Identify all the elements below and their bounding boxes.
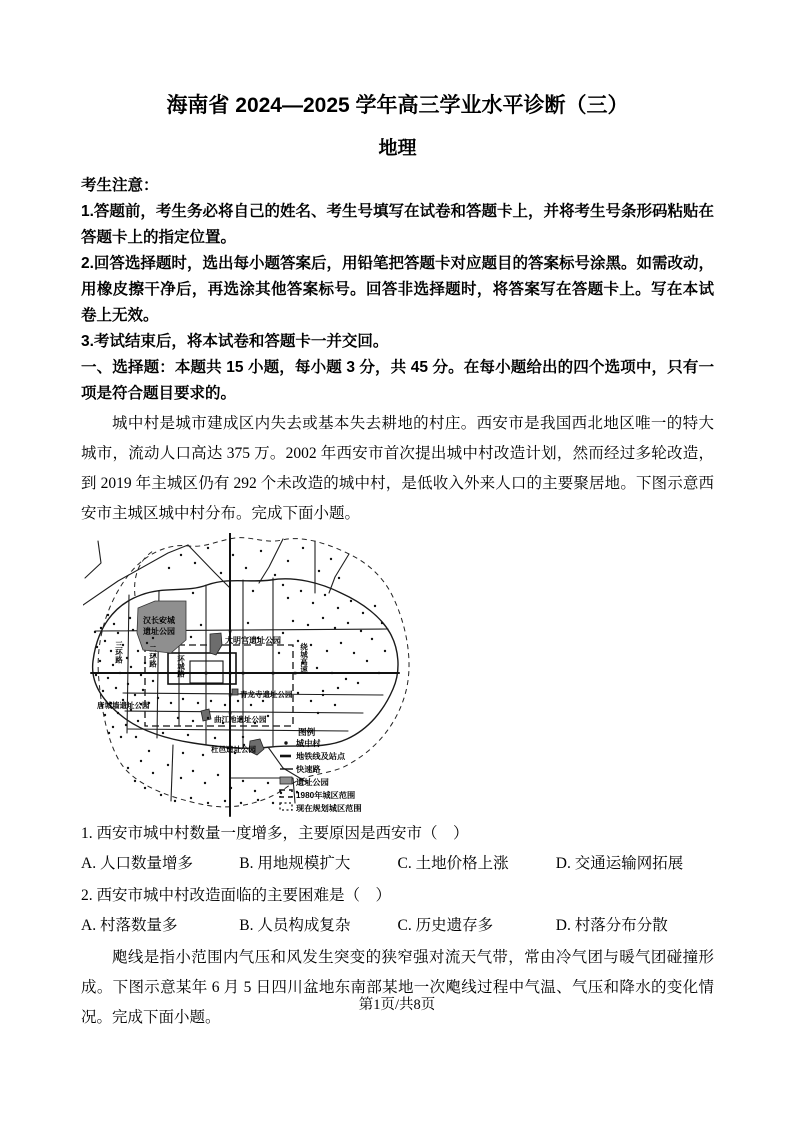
boundary-1980 <box>145 645 293 726</box>
label-han-park-1: 汉长安城 <box>143 616 175 625</box>
question-1-option-a: A. 人口数量增多 <box>81 855 193 872</box>
question-2-options <box>81 911 714 941</box>
question-1-option-d: D. 交通运输网拓展 <box>555 855 684 872</box>
legend-title: 图例 <box>298 727 316 737</box>
question-1-stem: 1. 西安市城中村数量一度增多，主要原因是西安市（ ） <box>81 825 469 842</box>
legend-item-metro: 地铁线及站点 <box>296 752 346 761</box>
page-footer: 第1页/共8页 <box>358 997 436 1013</box>
legend-item-urban-village: 城中村 <box>296 739 321 748</box>
legend-dot-icon <box>284 741 287 744</box>
passage-squall-line: 飑线是指小范围内气压和风发生突变的狭窄强对流天气带，常由冷气团与暖气团碰撞形成。下图示意某年 6 月 5 日四川盆地东南部某地一次飑线过程中气温、气压和降水的变化情况。完成下面小题。 <box>81 949 714 1026</box>
daming-palace-shape <box>210 633 222 655</box>
question-2-option-d: D. 村落分布分散 <box>555 917 668 934</box>
notice-item-1: 1.答题前，考生务必将自己的姓名、考生号填写在试卷和答题卡上，并将考生号条形码粘贴在答题卡上的指定位置。 <box>81 203 714 246</box>
notice-heading: 考生注意： <box>81 177 159 194</box>
label-duyi: 杜邑遗址公园 <box>211 745 256 754</box>
label-second-ring: 二环路 <box>148 645 158 668</box>
question-1 <box>81 819 714 879</box>
notice-item-3: 3.考试结束后，将本试卷和答题卡一并交回。 <box>81 333 389 350</box>
map-svg <box>83 533 423 817</box>
notice-block <box>81 173 714 407</box>
question-1-options <box>81 849 714 879</box>
section-heading: 一、选择题：本题共 15 小题，每小题 3 分，共 45 分。在每小题给出的四个选项中，只有一项是符合题目要求的。 <box>81 359 714 402</box>
legend-item-park: 遗址公园 <box>296 778 329 787</box>
label-qujiang-pond: 曲江池遗址公园 <box>214 715 267 724</box>
question-2-option-a: A. 村落数量多 <box>81 917 178 934</box>
notice-item-2: 2.回答选择题时，选出每小题答案后，用铅笔把答题卡对应题目的答案标号涂黑。如需改动，用橡皮擦干净后，再选涂其他答案标号。回答非选择题时，将答案写在答题卡上。写在本试卷上无效。 <box>81 255 714 324</box>
legend-item-expressway: 快速路 <box>296 765 321 774</box>
question-2-stem: 2. 西安市城中村改造面临的主要困难是（ ） <box>81 887 392 904</box>
question-2-option-c: C. 历史遗存多 <box>397 917 494 934</box>
question-1-option-b: B. 用地规模扩大 <box>239 855 351 872</box>
subject-title: 地理 <box>378 138 417 159</box>
qinglong-shape <box>232 689 238 695</box>
map-legend <box>280 726 362 813</box>
exam-title: 海南省 2024—2025 学年高三学业水平诊断（三） <box>166 94 629 117</box>
map-roads <box>83 533 399 816</box>
label-third-ring: 三环路 <box>114 641 124 664</box>
qujiang-pond-shape <box>201 709 211 721</box>
label-daming-palace: 大明宫遗址公园 <box>225 636 281 645</box>
question-2 <box>81 881 714 941</box>
legend-planned-icon <box>280 803 292 810</box>
urban-village-dots <box>94 547 386 804</box>
label-ring-expressway: 绕城高速 <box>299 643 309 673</box>
label-city-ring: 环城路 <box>176 655 186 678</box>
label-tang-wall: 唐城墙遗址公园 <box>97 701 150 710</box>
page-content <box>81 92 714 1033</box>
xian-urban-village-map <box>83 533 714 817</box>
legend-park-icon <box>280 777 292 784</box>
label-qinglong-temple: 青龙寺遗址公园 <box>240 690 293 699</box>
question-2-option-b: B. 人员构成复杂 <box>239 917 351 934</box>
label-han-park-2: 遗址公园 <box>143 627 175 636</box>
question-1-option-c: C. 土地价格上涨 <box>397 855 509 872</box>
passage-urban-village: 城中村是城市建成区内失去或基本失去耕地的村庄。西安市是我国西北地区唯一的特大城市，流动人口高达 375 万。2002 年西安市首次提出城中村改造计划，然而经过多轮改造，到 2019 年主城区仍有 292 个未改造的城中村，是低收入外来人口的主要聚居地。下图示意西安市主城区城中村分布。完成下面小题。 <box>81 415 714 522</box>
legend-item-planned-range: 现在规划城区范围 <box>296 804 362 813</box>
legend-item-1980-range: 1980年城区范围 <box>296 791 356 800</box>
